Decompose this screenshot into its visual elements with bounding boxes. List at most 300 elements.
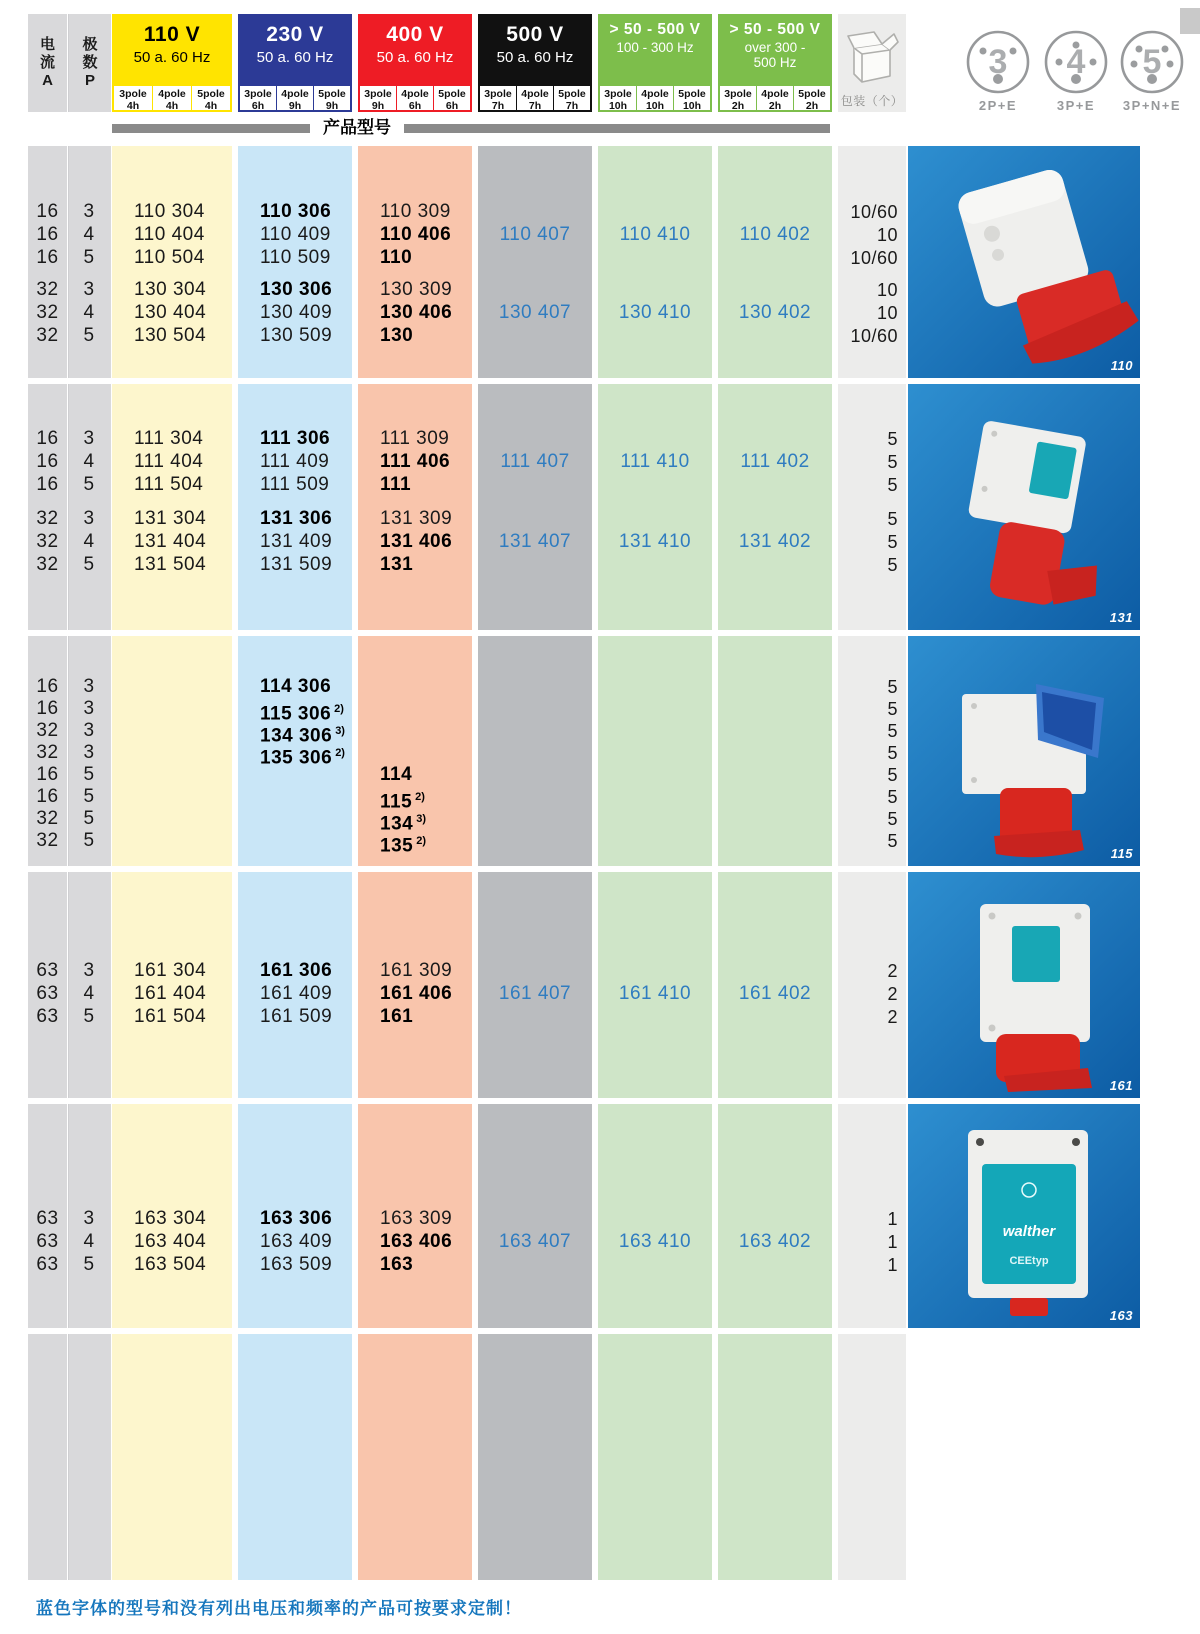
cell-current xyxy=(28,830,67,852)
product-code-400v-text: 163 xyxy=(380,1254,414,1275)
packaging-count-text: 5 xyxy=(887,765,898,785)
cell-current-text: 63 xyxy=(36,1208,59,1229)
product-code-custom xyxy=(598,1231,712,1253)
column-band-g2 xyxy=(718,146,832,378)
clock-position-label: 6h xyxy=(251,100,265,112)
cell-poles-text: 5 xyxy=(83,830,95,851)
product-code-230v xyxy=(238,474,352,496)
product-block xyxy=(0,384,1200,630)
svg-text:4: 4 xyxy=(1066,43,1086,81)
packaging-count-text: 10/60 xyxy=(850,202,898,222)
packaging-count xyxy=(838,531,906,553)
product-code-230v-text: 161 409 xyxy=(260,983,333,1004)
cell-current-text: 16 xyxy=(36,247,59,268)
pole-hour-cell xyxy=(314,86,350,110)
cell-current xyxy=(28,764,67,786)
product-code-custom xyxy=(478,224,592,246)
packaging-count-text: 5 xyxy=(887,555,898,575)
pole-hour-cell xyxy=(397,86,434,110)
cell-current xyxy=(28,1208,67,1230)
voltage-band-subtitle: over 300 - xyxy=(744,40,806,55)
packaging-count-text: 2 xyxy=(887,984,898,1004)
cell-current-text: 63 xyxy=(36,960,59,981)
product-code-custom xyxy=(478,1231,592,1253)
product-code-custom-text: 110 402 xyxy=(739,224,811,245)
pin-config-label: 3P+E xyxy=(1056,98,1096,113)
product-code-400v-text: 161 309 xyxy=(380,960,453,981)
clock-position-label: 2h xyxy=(805,100,819,112)
product-code-230v-text: 110 409 xyxy=(260,224,331,245)
pole-count-label: 5pole xyxy=(438,88,466,100)
packaging-count-text: 5 xyxy=(887,452,898,472)
cell-current xyxy=(28,786,67,808)
product-code-400v-text: 131 xyxy=(380,554,414,575)
product-code-230v-text: 115 306 xyxy=(260,703,332,725)
product-code-230v-text: 163 306 xyxy=(260,1208,333,1229)
product-code-110v-text: 161 304 xyxy=(134,960,207,981)
cell-current-text: 32 xyxy=(36,325,59,346)
product-code-230v-text: 110 306 xyxy=(260,201,332,222)
cell-poles-text: 3 xyxy=(83,698,95,719)
cell-current-text: 63 xyxy=(36,1231,59,1252)
footnote-marker: 2) xyxy=(334,703,344,715)
product-code-custom xyxy=(478,302,592,324)
packaging-count xyxy=(838,201,906,223)
column-band-g2 xyxy=(718,1104,832,1328)
cell-current xyxy=(28,428,67,450)
product-code-400v-text: 131 406 xyxy=(380,531,453,552)
packaging-count-text: 10/60 xyxy=(850,248,898,268)
packaging-count xyxy=(838,428,906,450)
product-code-110v xyxy=(112,279,232,301)
column-band-a xyxy=(28,1334,67,1580)
product-code-230v xyxy=(238,698,352,725)
column-band-g2 xyxy=(718,384,832,630)
product-code-230v-text: 111 509 xyxy=(260,474,330,495)
product-code-110v xyxy=(112,531,232,553)
pole-subheader-v400 xyxy=(358,84,472,112)
product-code-400v-text: 163 309 xyxy=(380,1208,453,1229)
clock-position-label: 9h xyxy=(371,100,385,112)
cell-poles-text: 4 xyxy=(83,302,95,323)
voltage-band-subtitle: 100 - 300 Hz xyxy=(616,40,694,55)
packaging-count xyxy=(838,508,906,530)
product-code-230v xyxy=(238,1254,352,1276)
cell-current xyxy=(28,279,67,301)
cell-current-text: 16 xyxy=(36,224,59,245)
product-code-400v xyxy=(358,830,472,857)
cell-poles xyxy=(68,676,110,698)
product-code-400v xyxy=(358,1254,472,1276)
product-block xyxy=(0,1104,1200,1328)
product-code-230v xyxy=(238,302,352,324)
pole-hour-cell xyxy=(757,86,794,110)
cell-poles xyxy=(68,1231,110,1253)
cell-current-text: 63 xyxy=(36,1254,59,1275)
product-code-230v-text: 114 306 xyxy=(260,676,332,697)
product-code-110v-text: 161 504 xyxy=(134,1006,207,1027)
packaging-count-text: 10 xyxy=(876,280,898,300)
product-code-custom xyxy=(478,531,592,553)
packaging-count-text: 5 xyxy=(887,809,898,829)
product-code-230v xyxy=(238,1006,352,1028)
packaging-count-text: 2 xyxy=(887,961,898,981)
packaging-count-text: 2 xyxy=(887,1007,898,1027)
product-code-400v xyxy=(358,302,472,324)
packaging-count xyxy=(838,720,906,742)
voltage-band-title: > 50 - 500 V xyxy=(609,21,701,38)
voltage-band-title: 110 V xyxy=(143,23,201,46)
product-code-custom xyxy=(598,224,712,246)
voltage-band-v110 xyxy=(112,14,232,84)
cell-current xyxy=(28,508,67,530)
packaging-count xyxy=(838,247,906,269)
product-code-400v-text: 114 xyxy=(380,764,413,785)
product-code-custom xyxy=(718,302,832,324)
pole-count-label: 5pole xyxy=(558,88,586,100)
product-code-custom xyxy=(718,1231,832,1253)
cell-poles-text: 3 xyxy=(83,676,95,697)
product-code-230v-text: 110 509 xyxy=(260,247,331,268)
product-code-custom-text: 131 402 xyxy=(738,531,812,552)
product-code-400v-text: 130 309 xyxy=(380,279,453,300)
pole-subheader-v110 xyxy=(112,84,232,112)
product-code-custom-text: 131 410 xyxy=(618,531,692,552)
column-band-v500 xyxy=(478,384,592,630)
packaging-count xyxy=(838,764,906,786)
clock-position-label: 4h xyxy=(165,100,179,112)
product-code-230v xyxy=(238,224,352,246)
product-code-400v xyxy=(358,1208,472,1230)
cell-current xyxy=(28,676,67,698)
packaging-count-text: 10/60 xyxy=(850,326,898,346)
pole-subheader-g1 xyxy=(598,84,712,112)
pole-hour-cell xyxy=(434,86,470,110)
product-code-230v xyxy=(238,531,352,553)
packaging-count xyxy=(838,698,906,720)
product-code-110v xyxy=(112,247,232,269)
product-code-400v xyxy=(358,531,472,553)
column-band-v110 xyxy=(112,384,232,630)
product-code-400v xyxy=(358,960,472,982)
cell-current xyxy=(28,224,67,246)
product-code-230v-text: 134 306 xyxy=(260,725,333,747)
product-code-110v-text: 163 304 xyxy=(134,1208,207,1229)
product-code-400v xyxy=(358,808,472,835)
product-code-400v xyxy=(358,1231,472,1253)
pole-count-label: 3pole xyxy=(724,88,752,100)
packaging-count-text: 5 xyxy=(887,699,898,719)
product-code-230v-text: 163 509 xyxy=(260,1254,333,1275)
voltage-band-v230 xyxy=(238,14,352,84)
banner-title: 产品型号 xyxy=(323,118,391,137)
svg-text:5: 5 xyxy=(1142,43,1162,81)
cell-poles-text: 3 xyxy=(83,742,95,763)
pin-config-label: 3P+N+E xyxy=(1122,98,1182,113)
product-block xyxy=(0,872,1200,1098)
product-code-custom xyxy=(718,531,832,553)
voltage-band-subtitle: 50 a. 60 Hz xyxy=(133,49,211,66)
column-band-p xyxy=(68,1334,111,1580)
product-code-custom-text: 130 402 xyxy=(738,302,812,323)
packaging-count xyxy=(838,742,906,764)
packaging-count xyxy=(838,808,906,830)
product-code-110v xyxy=(112,983,232,1005)
cell-poles xyxy=(68,508,110,530)
cell-poles xyxy=(68,247,110,269)
footnote-marker: 2) xyxy=(415,791,425,803)
cell-poles xyxy=(68,1254,110,1276)
pole-count-label: 3pole xyxy=(484,88,512,100)
product-code-400v xyxy=(358,247,472,269)
packaging-count xyxy=(838,474,906,496)
svg-text:walther: walther xyxy=(1002,1223,1056,1240)
column-band-g1 xyxy=(598,636,712,866)
product-code-110v-text: 130 504 xyxy=(134,325,207,346)
product-code-110v xyxy=(112,428,232,450)
product-code-110v xyxy=(112,508,232,530)
product-code-400v-text: 110 xyxy=(380,247,413,268)
product-code-230v xyxy=(238,720,352,747)
product-code-230v xyxy=(238,983,352,1005)
cell-poles-text: 5 xyxy=(83,1254,95,1275)
cell-poles-text: 5 xyxy=(83,474,95,495)
cell-poles-text: 4 xyxy=(83,983,95,1004)
product-code-custom-text: 111 402 xyxy=(740,451,810,472)
cell-poles xyxy=(68,428,110,450)
product-code-400v xyxy=(358,279,472,301)
cell-current xyxy=(28,698,67,720)
column-band-a xyxy=(28,384,67,630)
cell-poles xyxy=(68,325,110,347)
column-band-g2 xyxy=(718,1334,832,1580)
cell-current-text: 16 xyxy=(36,201,59,222)
packaging-count xyxy=(838,451,906,473)
cell-current xyxy=(28,720,67,742)
product-code-custom-text: 161 402 xyxy=(738,983,812,1004)
packaging-count xyxy=(838,302,906,324)
photo-number-label: 110 xyxy=(1110,358,1133,373)
banner-bar-left xyxy=(112,124,310,133)
pole-count-label: 3pole xyxy=(364,88,392,100)
product-code-custom-text: 161 407 xyxy=(498,983,572,1004)
cell-poles xyxy=(68,302,110,324)
product-code-400v xyxy=(358,764,472,786)
product-code-custom-text: 110 410 xyxy=(619,224,691,245)
cell-current xyxy=(28,1006,67,1028)
clock-position-label: 4h xyxy=(126,100,140,112)
pole-count-label: 4pole xyxy=(401,88,429,100)
product-photo-131 xyxy=(908,384,1140,630)
pole-count-label: 3pole xyxy=(244,88,272,100)
product-code-230v-text: 131 409 xyxy=(260,531,333,552)
clock-position-label: 7h xyxy=(528,100,542,112)
cell-current xyxy=(28,1231,67,1253)
cell-poles xyxy=(68,764,110,786)
packaging-count xyxy=(838,224,906,246)
pole-count-label: 3pole xyxy=(119,88,147,100)
packaging-count-text: 5 xyxy=(887,721,898,741)
product-code-230v xyxy=(238,1208,352,1230)
axis-header-poles xyxy=(68,14,111,112)
cell-current-text: 32 xyxy=(36,742,59,763)
product-code-110v xyxy=(112,1006,232,1028)
pole-count-label: 5pole xyxy=(678,88,706,100)
pole-hour-cell xyxy=(153,86,192,110)
cell-poles-text: 4 xyxy=(83,531,95,552)
packaging-count-text: 1 xyxy=(887,1232,898,1252)
packaging-count-text: 5 xyxy=(887,743,898,763)
product-code-230v xyxy=(238,508,352,530)
product-code-110v-text: 163 504 xyxy=(134,1254,207,1275)
cell-poles xyxy=(68,201,110,223)
svg-text:CEEtyp: CEEtyp xyxy=(1009,1255,1049,1267)
product-code-custom-text: 130 407 xyxy=(498,302,572,323)
column-band-v500 xyxy=(478,1334,592,1580)
clock-position-label: 7h xyxy=(565,100,579,112)
column-band-v400 xyxy=(358,1334,472,1580)
cell-poles-text: 5 xyxy=(83,247,95,268)
packaging-count-text: 1 xyxy=(887,1209,898,1229)
product-code-400v-text: 130 xyxy=(380,325,414,346)
cell-poles-text: 3 xyxy=(83,279,95,300)
cell-poles-text: 5 xyxy=(83,764,95,785)
product-code-custom-text: 163 402 xyxy=(738,1231,812,1252)
photo-number-label: 163 xyxy=(1109,1308,1133,1323)
packaging-count-text: 5 xyxy=(887,532,898,552)
cell-poles-text: 3 xyxy=(83,1208,95,1229)
column-band-v500 xyxy=(478,1104,592,1328)
product-code-110v-text: 111 304 xyxy=(134,428,204,449)
voltage-band-subtitle: 50 a. 60 Hz xyxy=(376,49,454,66)
column-band-v110 xyxy=(112,1334,232,1580)
product-code-230v-text: 130 509 xyxy=(260,325,333,346)
cell-poles-text: 3 xyxy=(83,960,95,981)
packaging-count xyxy=(838,1006,906,1028)
product-code-custom-text: 111 410 xyxy=(620,451,690,472)
product-code-230v xyxy=(238,279,352,301)
cell-current xyxy=(28,451,67,473)
cell-current-text: 63 xyxy=(36,983,59,1004)
product-code-custom-text: 130 410 xyxy=(618,302,692,323)
pole-hour-cell xyxy=(674,86,710,110)
packaging-count xyxy=(838,1254,906,1276)
cell-poles xyxy=(68,1006,110,1028)
cell-poles-text: 3 xyxy=(83,201,95,222)
product-code-230v-text: 161 509 xyxy=(260,1006,333,1027)
cell-poles-text: 5 xyxy=(83,554,95,575)
product-code-110v-text: 131 504 xyxy=(134,554,207,575)
product-code-400v-text: 163 406 xyxy=(380,1231,453,1252)
cell-poles xyxy=(68,830,110,852)
photo-number-label: 131 xyxy=(1109,610,1133,625)
pole-count-label: 4pole xyxy=(641,88,669,100)
cell-current xyxy=(28,742,67,764)
packaging-count xyxy=(838,1231,906,1253)
clock-position-label: 4h xyxy=(204,100,218,112)
column-band-p xyxy=(68,384,111,630)
pole-hour-cell xyxy=(554,86,590,110)
carton-box-icon xyxy=(842,22,902,93)
pole-hour-cell xyxy=(720,86,757,110)
photo-number-label: 115 xyxy=(1110,846,1133,861)
product-photo-115 xyxy=(908,636,1140,866)
cell-current-text: 16 xyxy=(36,451,59,472)
cell-current-text: 32 xyxy=(36,808,59,829)
product-code-110v xyxy=(112,554,232,576)
product-code-230v-text: 161 306 xyxy=(260,960,333,981)
column-band-pack xyxy=(838,384,906,630)
product-code-custom xyxy=(478,451,592,473)
pole-subheader-v230 xyxy=(238,84,352,112)
product-code-400v-text: 111 xyxy=(380,474,412,495)
cell-current-text: 32 xyxy=(36,302,59,323)
column-band-g2 xyxy=(718,636,832,866)
packaging-count-text: 5 xyxy=(887,509,898,529)
voltage-band-subtitle2: 500 Hz xyxy=(753,55,797,70)
pin-config-icon-2P+E xyxy=(962,26,1034,98)
clock-position-label: 9h xyxy=(325,100,339,112)
column-band-v400 xyxy=(358,384,472,630)
product-code-custom xyxy=(718,451,832,473)
pole-hour-cell xyxy=(794,86,830,110)
product-code-400v xyxy=(358,451,472,473)
packaging-count xyxy=(838,279,906,301)
product-code-400v-text: 130 406 xyxy=(380,302,453,323)
clock-position-label: 6h xyxy=(408,100,422,112)
cell-current xyxy=(28,960,67,982)
voltage-band-g2 xyxy=(718,14,832,84)
cell-poles xyxy=(68,960,110,982)
product-code-110v-text: 130 304 xyxy=(134,279,207,300)
product-code-230v xyxy=(238,428,352,450)
column-band-v230 xyxy=(238,384,352,630)
pole-count-label: 4pole xyxy=(521,88,549,100)
pole-hour-cell xyxy=(114,86,153,110)
cell-poles-text: 5 xyxy=(83,1006,95,1027)
product-code-custom-text: 111 407 xyxy=(500,451,570,472)
cell-poles xyxy=(68,742,110,764)
product-code-400v-text: 111 309 xyxy=(380,428,450,449)
clock-position-label: 2h xyxy=(768,100,782,112)
pole-count-label: 4pole xyxy=(281,88,309,100)
column-band-g1 xyxy=(598,1104,712,1328)
clock-position-label: 7h xyxy=(491,100,505,112)
cell-poles-text: 4 xyxy=(83,1231,95,1252)
cell-poles-text: 5 xyxy=(83,808,95,829)
packaging-count-text: 5 xyxy=(887,677,898,697)
product-code-110v xyxy=(112,325,232,347)
product-code-230v-text: 163 409 xyxy=(260,1231,333,1252)
product-code-400v xyxy=(358,983,472,1005)
cell-poles-text: 4 xyxy=(83,451,95,472)
product-photo-110 xyxy=(908,146,1140,378)
column-band-g1 xyxy=(598,146,712,378)
footnote-marker: 3) xyxy=(416,813,426,825)
product-code-110v-text: 111 504 xyxy=(134,474,204,495)
cell-current-text: 16 xyxy=(36,698,59,719)
clock-position-label: 2h xyxy=(731,100,745,112)
cell-poles xyxy=(68,698,110,720)
voltage-band-title: > 50 - 500 V xyxy=(729,21,821,38)
product-code-230v-text: 135 306 xyxy=(260,747,333,769)
product-code-400v-text: 134 xyxy=(380,813,414,835)
cell-poles xyxy=(68,474,110,496)
packaging-count-text: 5 xyxy=(887,787,898,807)
cell-poles-text: 3 xyxy=(83,428,95,449)
cell-current-text: 16 xyxy=(36,474,59,495)
product-code-110v xyxy=(112,1254,232,1276)
